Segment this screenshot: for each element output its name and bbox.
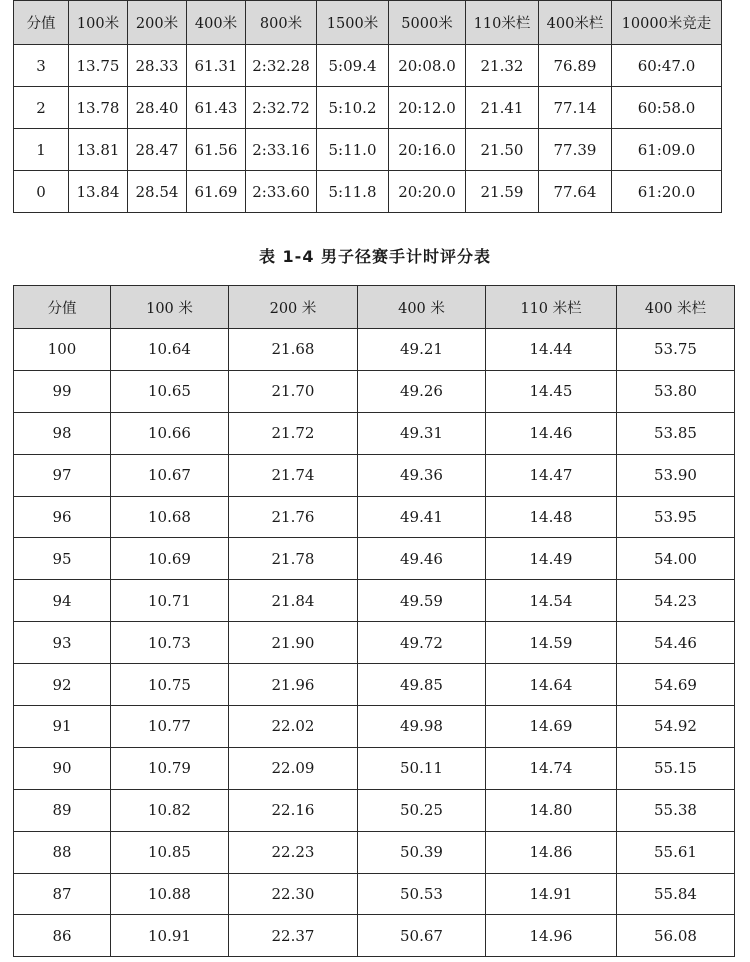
table-row (14, 664, 735, 706)
time-cell: 21.41 (466, 87, 539, 129)
table-row (14, 747, 735, 789)
time-cell: 13.78 (69, 87, 128, 129)
time-cell: 21.68 (229, 329, 358, 371)
time-cell: 21.74 (229, 454, 358, 496)
time-cell: 10.73 (111, 622, 229, 664)
time-cell: 55.38 (617, 789, 735, 831)
time-cell: 5:10.2 (317, 87, 389, 129)
score-cell: 98 (14, 412, 111, 454)
time-cell: 54.69 (617, 664, 735, 706)
time-cell: 49.31 (358, 412, 486, 454)
time-cell: 10.75 (111, 664, 229, 706)
column-header: 100 米 (111, 286, 229, 329)
time-cell: 10.69 (111, 538, 229, 580)
time-cell: 22.02 (229, 706, 358, 748)
time-cell: 61.56 (187, 129, 246, 171)
column-header: 分值 (14, 1, 69, 45)
time-cell: 77.39 (539, 129, 612, 171)
table-row (14, 370, 735, 412)
table-caption: 表 1-4 男子径赛手计时评分表 (258, 247, 492, 266)
time-cell: 10.71 (111, 580, 229, 622)
time-cell: 14.74 (486, 747, 617, 789)
score-cell: 97 (14, 454, 111, 496)
time-cell: 61.43 (187, 87, 246, 129)
column-header: 400米 (187, 1, 246, 45)
time-cell: 20:12.0 (389, 87, 466, 129)
time-cell: 22.09 (229, 747, 358, 789)
time-cell: 60:58.0 (612, 87, 722, 129)
time-cell: 28.33 (128, 45, 187, 87)
time-cell: 14.46 (486, 412, 617, 454)
time-cell: 21.32 (466, 45, 539, 87)
table-row (14, 831, 735, 873)
time-cell: 22.30 (229, 873, 358, 915)
time-cell: 49.26 (358, 370, 486, 412)
time-cell: 21.96 (229, 664, 358, 706)
time-cell: 10.77 (111, 706, 229, 748)
time-cell: 10.64 (111, 329, 229, 371)
score-cell: 99 (14, 370, 111, 412)
table-row (14, 538, 735, 580)
time-cell: 54.46 (617, 622, 735, 664)
time-cell: 76.89 (539, 45, 612, 87)
time-cell: 14.44 (486, 329, 617, 371)
time-cell: 10.68 (111, 496, 229, 538)
time-cell: 5:11.0 (317, 129, 389, 171)
time-cell: 22.37 (229, 915, 358, 957)
column-header: 1500米 (317, 1, 389, 45)
time-cell: 22.23 (229, 831, 358, 873)
column-header: 400 米 (358, 286, 486, 329)
time-cell: 21.72 (229, 412, 358, 454)
time-cell: 2:32.28 (246, 45, 317, 87)
time-cell: 10.79 (111, 747, 229, 789)
time-cell: 60:47.0 (612, 45, 722, 87)
time-cell: 53.75 (617, 329, 735, 371)
score-cell: 88 (14, 831, 111, 873)
score-cell: 95 (14, 538, 111, 580)
score-cell: 87 (14, 873, 111, 915)
time-cell: 2:33.60 (246, 171, 317, 213)
time-cell: 50.25 (358, 789, 486, 831)
time-cell: 22.16 (229, 789, 358, 831)
score-cell: 90 (14, 747, 111, 789)
score-cell: 100 (14, 329, 111, 371)
time-cell: 50.11 (358, 747, 486, 789)
column-header: 200 米 (229, 286, 358, 329)
table-row (14, 580, 735, 622)
time-cell: 5:11.8 (317, 171, 389, 213)
time-cell: 14.80 (486, 789, 617, 831)
table-row (14, 329, 735, 371)
table-row (14, 129, 722, 171)
time-cell: 21.50 (466, 129, 539, 171)
time-cell: 14.45 (486, 370, 617, 412)
time-cell: 10.91 (111, 915, 229, 957)
time-cell: 61.69 (187, 171, 246, 213)
table-row (14, 789, 735, 831)
score-cell: 93 (14, 622, 111, 664)
score-cell: 86 (14, 915, 111, 957)
time-cell: 14.47 (486, 454, 617, 496)
time-cell: 55.84 (617, 873, 735, 915)
time-cell: 49.46 (358, 538, 486, 580)
time-cell: 2:32.72 (246, 87, 317, 129)
column-header: 分值 (14, 286, 111, 329)
time-cell: 5:09.4 (317, 45, 389, 87)
table-row (14, 915, 735, 957)
score-cell: 92 (14, 664, 111, 706)
time-cell: 54.23 (617, 580, 735, 622)
time-cell: 14.54 (486, 580, 617, 622)
time-cell: 21.59 (466, 171, 539, 213)
time-cell: 10.65 (111, 370, 229, 412)
time-cell: 10.85 (111, 831, 229, 873)
time-cell: 10.82 (111, 789, 229, 831)
time-cell: 53.95 (617, 496, 735, 538)
time-cell: 54.92 (617, 706, 735, 748)
score-cell: 1 (14, 129, 69, 171)
score-cell: 94 (14, 580, 111, 622)
time-cell: 13.84 (69, 171, 128, 213)
time-cell: 49.41 (358, 496, 486, 538)
time-cell: 49.98 (358, 706, 486, 748)
table-header-row (14, 286, 735, 329)
time-cell: 49.85 (358, 664, 486, 706)
score-cell: 3 (14, 45, 69, 87)
time-cell: 14.69 (486, 706, 617, 748)
column-header: 110米栏 (466, 1, 539, 45)
time-cell: 2:33.16 (246, 129, 317, 171)
time-cell: 49.21 (358, 329, 486, 371)
column-header: 400米栏 (539, 1, 612, 45)
time-cell: 77.64 (539, 171, 612, 213)
time-cell: 13.75 (69, 45, 128, 87)
time-cell: 10.67 (111, 454, 229, 496)
column-header: 400 米栏 (617, 286, 735, 329)
time-cell: 14.91 (486, 873, 617, 915)
table-row (14, 412, 735, 454)
time-cell: 21.84 (229, 580, 358, 622)
time-cell: 21.78 (229, 538, 358, 580)
time-cell: 14.59 (486, 622, 617, 664)
time-cell: 53.80 (617, 370, 735, 412)
time-cell: 50.53 (358, 873, 486, 915)
table-row (14, 45, 722, 87)
column-header: 110 米栏 (486, 286, 617, 329)
time-cell: 14.48 (486, 496, 617, 538)
time-cell: 61.31 (187, 45, 246, 87)
time-cell: 49.72 (358, 622, 486, 664)
table-header-row (14, 1, 722, 45)
time-cell: 21.90 (229, 622, 358, 664)
time-cell: 28.40 (128, 87, 187, 129)
scoring-table-top (13, 0, 722, 213)
time-cell: 14.86 (486, 831, 617, 873)
column-header: 10000米竞走 (612, 1, 722, 45)
column-header: 200米 (128, 1, 187, 45)
time-cell: 61:09.0 (612, 129, 722, 171)
table-row (14, 873, 735, 915)
time-cell: 49.36 (358, 454, 486, 496)
time-cell: 20:16.0 (389, 129, 466, 171)
column-header: 100米 (69, 1, 128, 45)
time-cell: 14.96 (486, 915, 617, 957)
time-cell: 21.70 (229, 370, 358, 412)
column-header: 5000米 (389, 1, 466, 45)
table-row (14, 622, 735, 664)
time-cell: 21.76 (229, 496, 358, 538)
table-row (14, 454, 735, 496)
time-cell: 50.67 (358, 915, 486, 957)
scoring-table-hand-timing (13, 285, 735, 957)
time-cell: 13.81 (69, 129, 128, 171)
time-cell: 53.90 (617, 454, 735, 496)
table-row (14, 87, 722, 129)
time-cell: 53.85 (617, 412, 735, 454)
table-row (14, 171, 722, 213)
time-cell: 77.14 (539, 87, 612, 129)
column-header: 800米 (246, 1, 317, 45)
time-cell: 50.39 (358, 831, 486, 873)
time-cell: 14.49 (486, 538, 617, 580)
score-cell: 0 (14, 171, 69, 213)
time-cell: 55.15 (617, 747, 735, 789)
score-cell: 96 (14, 496, 111, 538)
time-cell: 20:08.0 (389, 45, 466, 87)
table-row (14, 706, 735, 748)
time-cell: 55.61 (617, 831, 735, 873)
time-cell: 28.47 (128, 129, 187, 171)
time-cell: 61:20.0 (612, 171, 722, 213)
time-cell: 10.88 (111, 873, 229, 915)
time-cell: 20:20.0 (389, 171, 466, 213)
score-cell: 91 (14, 706, 111, 748)
table-row (14, 496, 735, 538)
time-cell: 10.66 (111, 412, 229, 454)
score-cell: 2 (14, 87, 69, 129)
time-cell: 14.64 (486, 664, 617, 706)
time-cell: 28.54 (128, 171, 187, 213)
time-cell: 49.59 (358, 580, 486, 622)
time-cell: 54.00 (617, 538, 735, 580)
time-cell: 56.08 (617, 915, 735, 957)
score-cell: 89 (14, 789, 111, 831)
